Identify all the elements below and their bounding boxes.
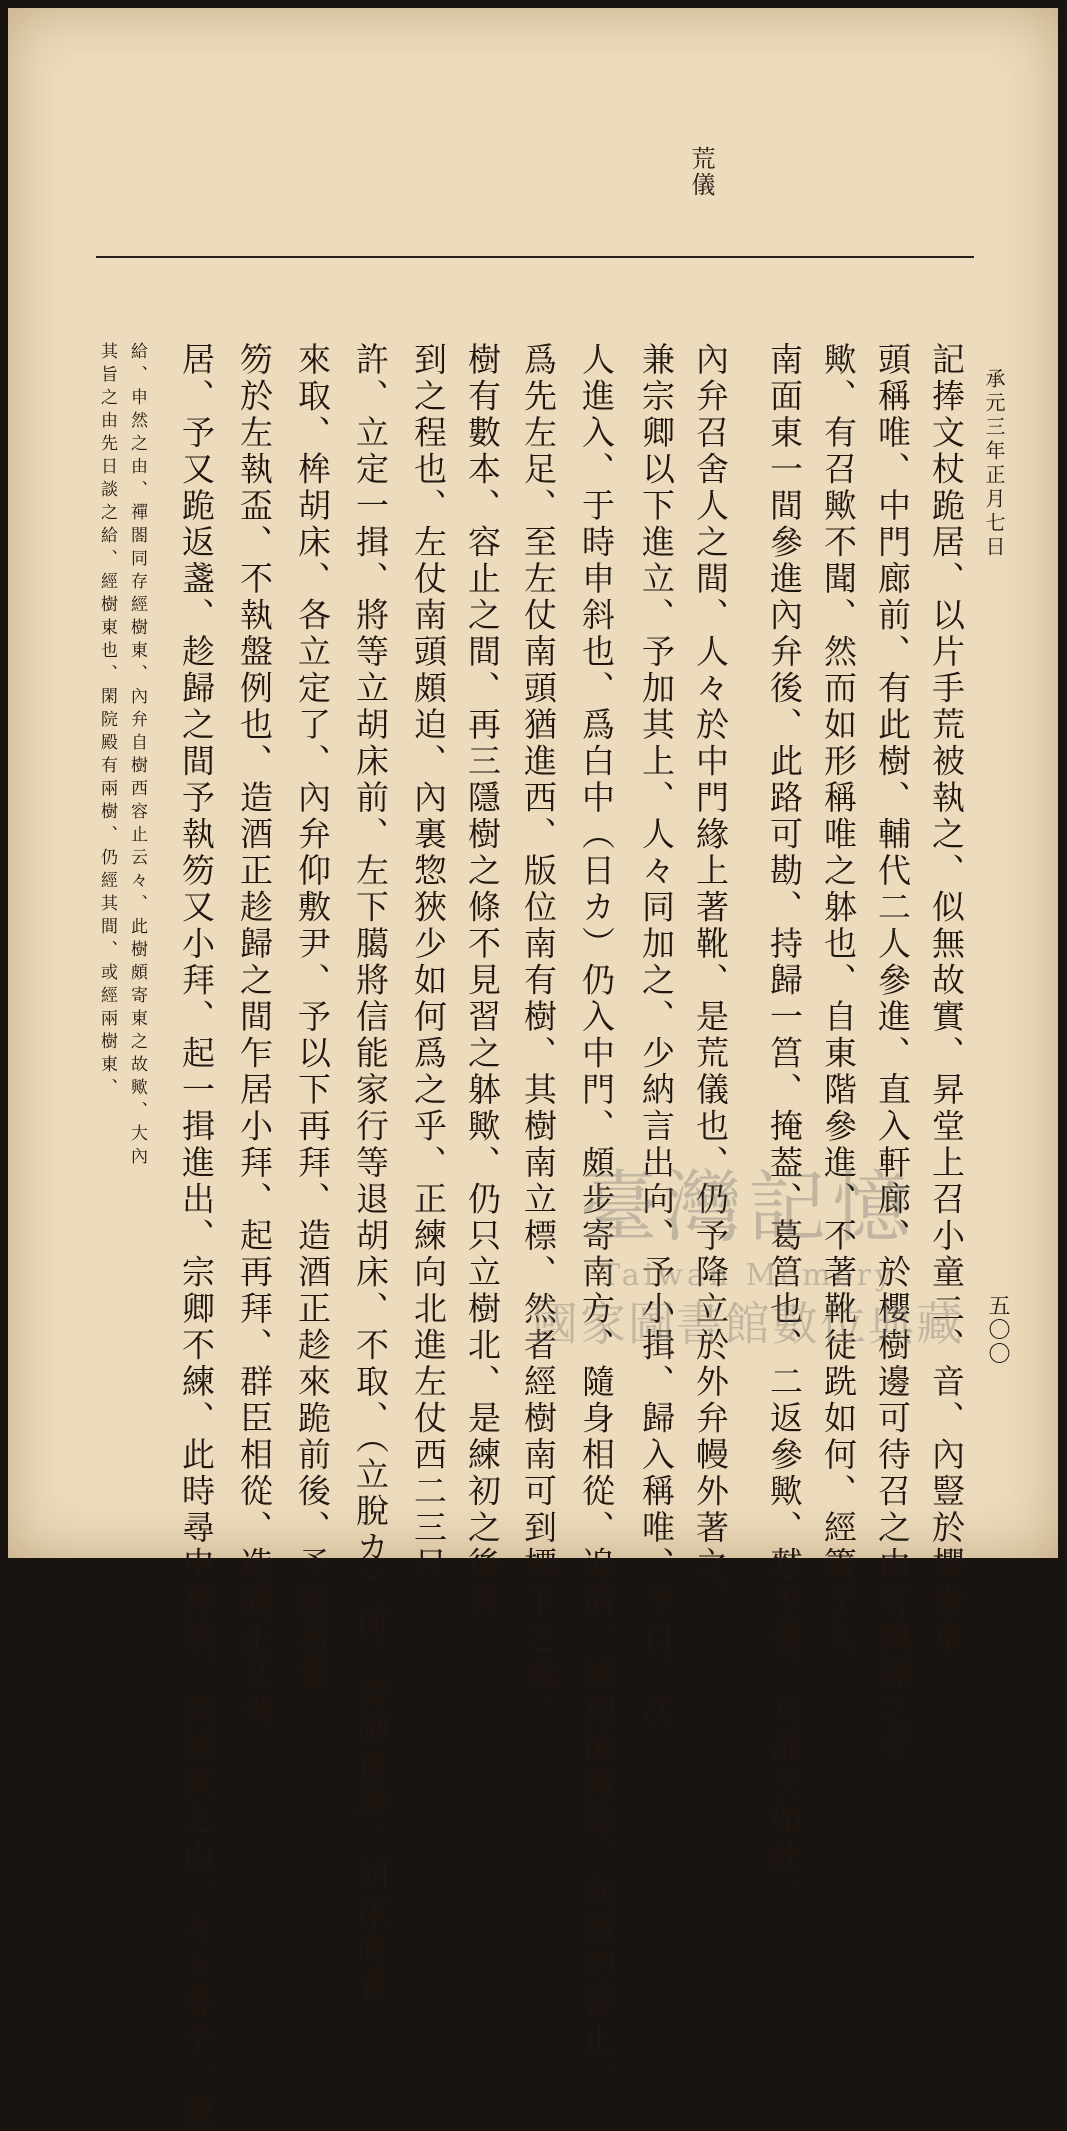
- text-column-14: 居、予又跪返盞、趁歸之間予執笏又小拜、起一揖進出、宗卿不練、此時尋申禪閤、尚練歟之由、々々尋予、兼: [177, 342, 216, 2131]
- text-column-9: 樹有數本、容止之間、再三隱樹之條不見習之躰歟、仍只立樹北、是練初之後斜: [463, 342, 502, 1620]
- header-rule: [96, 256, 974, 258]
- text-column-11: 許、立定一揖、將等立胡床前、左下臈將信能家行等退胡床、不取、（立脫カ）前、傍砌退歸、胡床府者: [351, 342, 390, 2005]
- watermark-institution: 國家圖書館數位典藏: [532, 1297, 964, 1351]
- annotation-column-15: 給、申然之由、禪閤同存經樹東、內弁自樹西容止云々、此樹頗寄東之故歟、大內: [127, 342, 147, 1170]
- text-column-5: 內弁召舍人之間、人々於中門緣上著靴、是荒儀也、仍予降立於外弁幔外著之、: [691, 342, 730, 1620]
- document-page: [8, 8, 1058, 2131]
- text-column-10: 到之程也、左仗南頭頗迫、內裏惣狹少如何爲之乎、正練向北進左仗西二三尺: [409, 342, 448, 1583]
- page-number: 五〇〇: [985, 1294, 1010, 1366]
- watermark-latin-text: Taiwan Memory: [600, 1258, 896, 1293]
- running-title: 荒儀: [687, 146, 715, 198]
- text-column-6: 兼宗卿以下進立、予加其上、人々同加之、少納言出向、予小揖、歸入稱唯、予目、次: [637, 342, 676, 1729]
- text-column-7: 人進入、于時申斜也、爲白中（日カ）仍入中門、頗步寄南方、隨身相從、追前、練初後頻退、向西初容止、: [577, 342, 616, 2094]
- text-column-12: 來取、桙胡床、各立定了、內弁仰敷尹、予以下再拜、造酒正趁來跪前後、予跪居置: [293, 342, 332, 1693]
- text-column-1: 記捧文杖跪居、以片手荒被執之、似無故實、昇堂上召小童二、音、內豎於櫻樹東: [927, 342, 966, 1656]
- text-column-3: 歟、有召歟不聞、然而如形稱唯之躰也、自東階參進、不著靴徒跣如何、經簀子入: [819, 342, 858, 1656]
- text-column-8: 爲先左足、至左仗南頭猶進西、版位南有樹、其樹南立標、然者經樹南可到標下之處、: [519, 342, 558, 1729]
- marginal-date: 承元三年正月七日: [982, 368, 1006, 560]
- text-column-2: 頭稱唯、中門廊前、有此樹、輔代二人參進、直入軒廊、於櫻樹邊可待召之由有諷諫之者: [873, 342, 912, 1766]
- watermark-logo-text: 臺灣記憶: [579, 1163, 916, 1253]
- annotation-column-16: 其旨之由先日談之給、經樹東也、閑院殿有兩樹、仍經其間、或經兩樹東、: [97, 342, 117, 1101]
- text-column-4: 南面東一間參進內弁後、此路可勘、持歸一筥、掩葢、葛筥也、二返參歟、憖不覺、兵部又如此、: [765, 342, 804, 1912]
- text-column-13: 笏於左執盃、不執盤例也、造酒正趁歸之間乍居小拜、起再拜、群臣相從、造酒正又來: [235, 342, 274, 1729]
